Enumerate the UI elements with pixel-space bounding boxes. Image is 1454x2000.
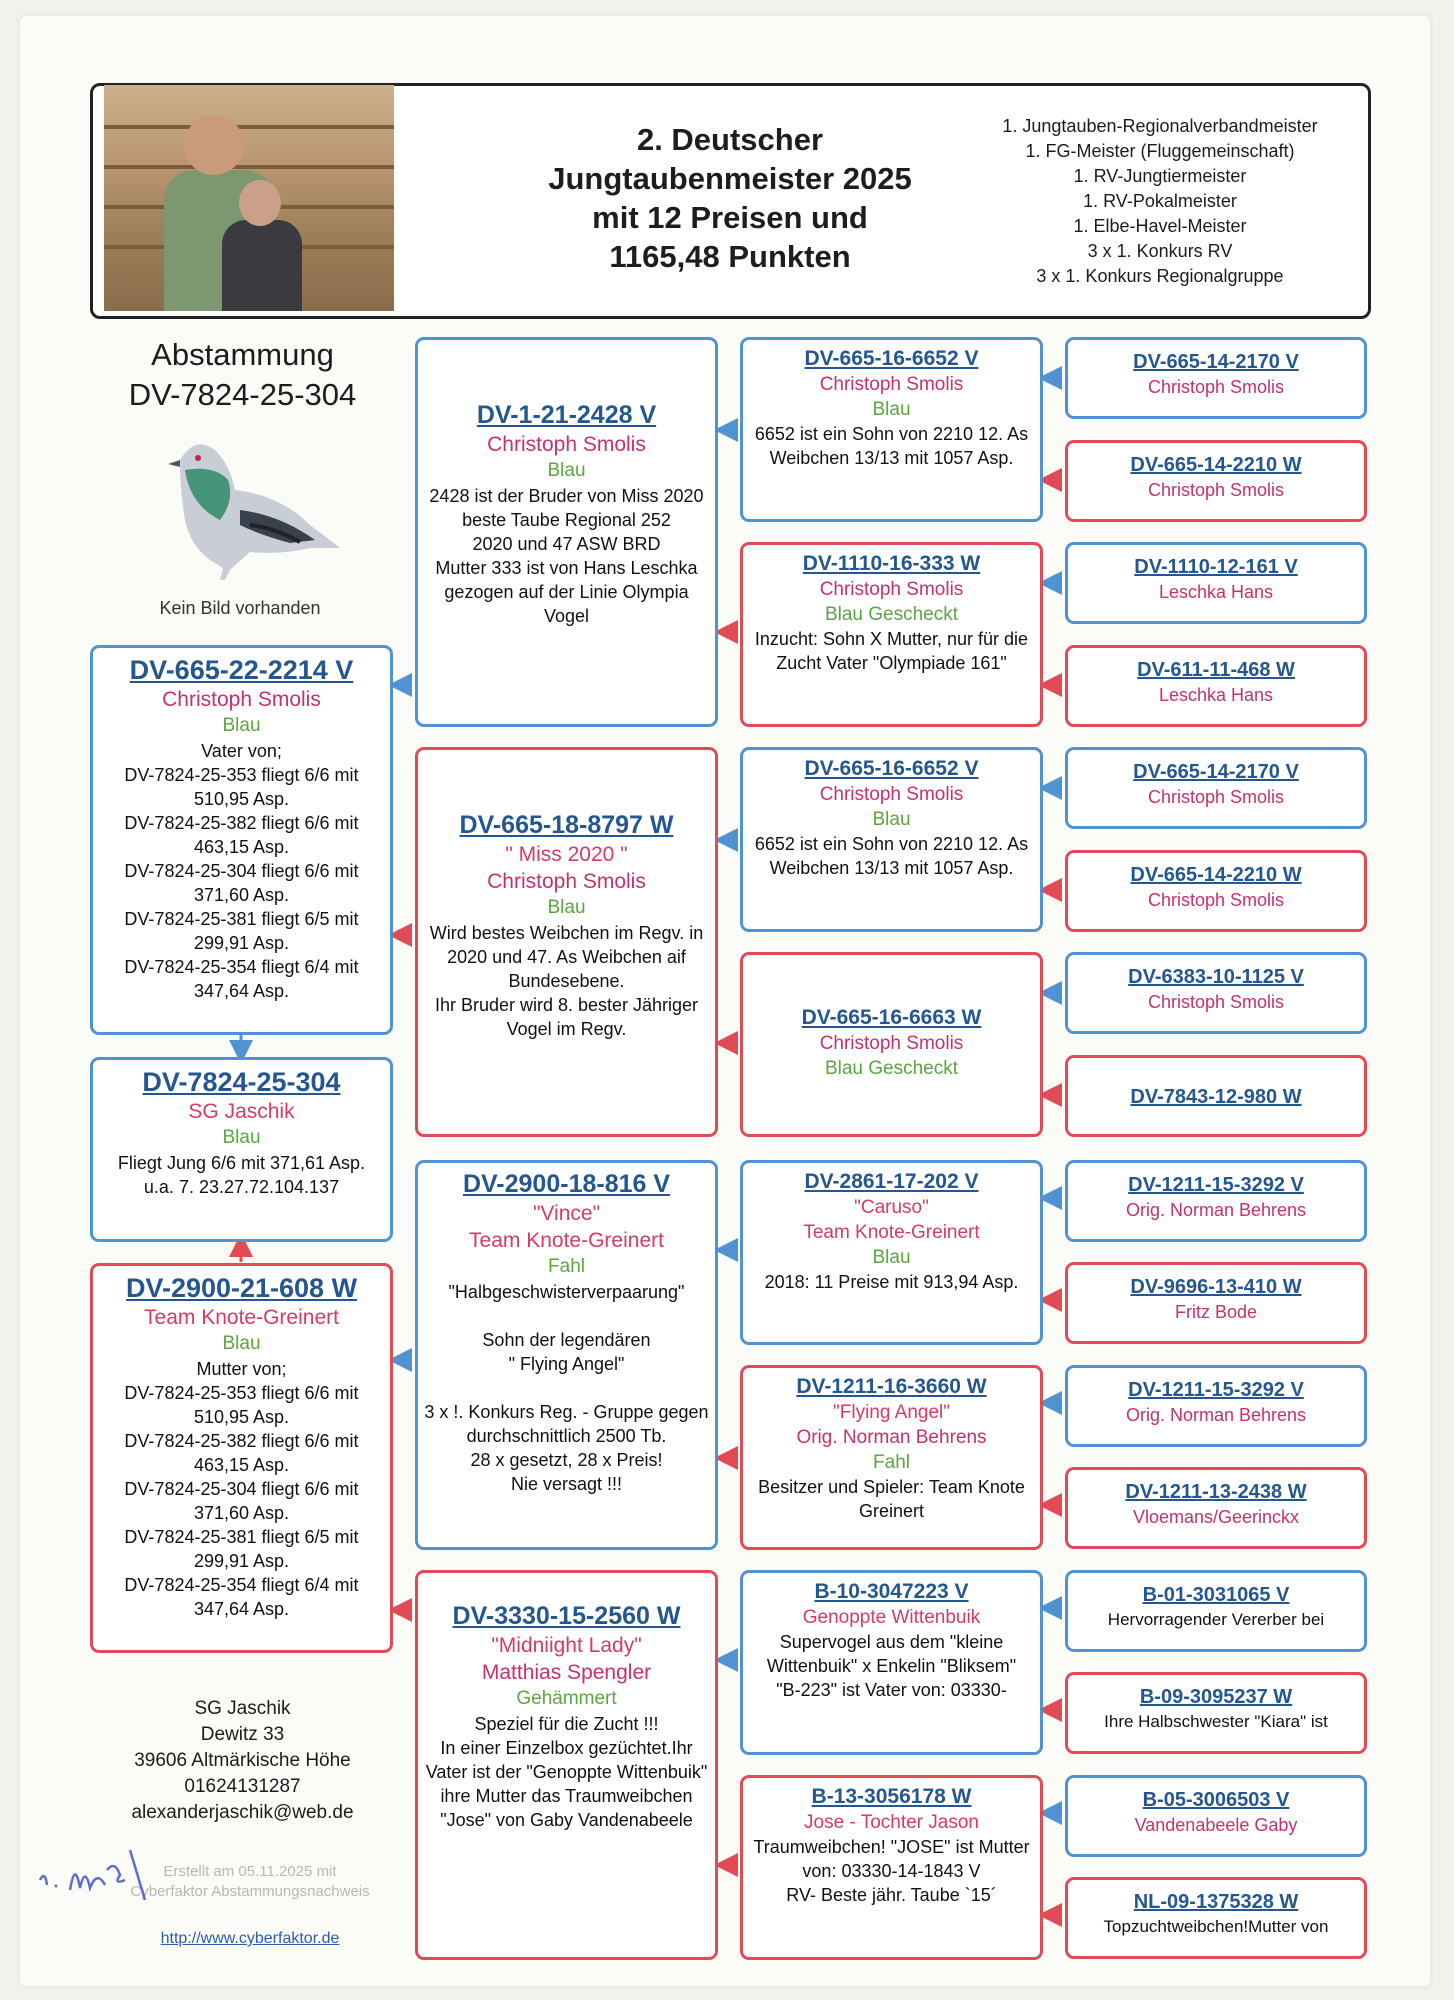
ggp6-owner: Orig. Norman Behrens xyxy=(796,1427,987,1448)
gggp-owner: Topzuchtweibchen!Mutter von xyxy=(1103,1917,1329,1936)
sire-color: Blau xyxy=(222,715,261,736)
breeder-address xyxy=(90,1696,395,1826)
breeder-email[interactable]: alexanderjaschik@web.de xyxy=(131,1802,354,1823)
ggp2-card[interactable] xyxy=(740,542,1043,727)
created-note: Erstellt am 05.11.2025 mit Cyberfaktor Abstammungsnachweis xyxy=(130,1863,370,1900)
ggp4-color: Blau Gescheckt xyxy=(824,1058,959,1079)
ggp2-note: Inzucht: Sohn X Mutter, nur für die Zucht Vater "Olympiade 161" xyxy=(754,629,1029,673)
gggp-card[interactable] xyxy=(1065,440,1367,522)
subject-owner: SG Jaschik xyxy=(188,1100,295,1123)
ggp6-color: Fahl xyxy=(873,1452,910,1473)
granddam-maternal-ring[interactable]: DV-3330-15-2560 W xyxy=(452,1602,681,1630)
dam-color: Blau xyxy=(222,1333,261,1354)
ggp4-card[interactable] xyxy=(740,952,1043,1137)
cyberfaktor-link[interactable]: http://www.cyberfaktor.de xyxy=(160,1930,340,1947)
ggp1-note: 6652 ist ein Sohn von 2210 12. As Weibchen 13/13 mit 1057 Asp. xyxy=(754,424,1029,468)
gggp-owner: Christoph Smolis xyxy=(1147,377,1285,397)
granddam-paternal-color: Blau xyxy=(547,897,586,918)
sire-note: Vater von; DV-7824-25-353 fliegt 6/6 mit 510,95 Asp. DV-7824-25-382 fliegt 6/6 mit 463,15 Asp. DV-7824-25-304 fliegt 6/6 mit 371,60 Asp. DV-7824-25-381 fliegt 6/5 mit 299,91 Asp. DV-7824-25-354 fliegt 6/4 mit 347,64 Asp. xyxy=(124,741,359,1001)
dam-note: Mutter von; DV-7824-25-353 fliegt 6/6 mit 510,95 Asp. DV-7824-25-382 fliegt 6/6 mit 463,15 Asp. DV-7824-25-304 fliegt 6/6 mit 371,60 Asp. DV-7824-25-381 fliegt 6/5 mit 299,91 Asp. DV-7824-25-354 fliegt 6/4 mit 347,64 Asp. xyxy=(124,1359,359,1619)
gggp-ring[interactable]: DV-1211-15-3292 V xyxy=(1128,1379,1304,1401)
header-achievements: 1. Jungtauben-Regionalverbandmeister 1. FG-Meister (Fluggemeinschaft) 1. RV-Jungtiermeister 1. RV-Pokalmeister 1. Elbe-Havel-Meister 3 x 1. Konkurs RV 3 x 1. Konkurs Regionalgruppe xyxy=(1002,116,1318,286)
ggp2-owner: Christoph Smolis xyxy=(819,579,964,600)
gggp-owner: Christoph Smolis xyxy=(1147,992,1285,1012)
ggp1-color: Blau xyxy=(872,399,911,420)
ggp4-ring[interactable]: DV-665-16-6663 W xyxy=(801,1006,982,1029)
ggp8-note: Traumweibchen! "JOSE" ist Mutter von: 03330-14-1843 V RV- Beste jähr. Taube `15´ xyxy=(753,1837,1030,1905)
gggp-ring[interactable]: DV-6383-10-1125 V xyxy=(1128,966,1304,988)
grandsire-maternal-title: "Vince" xyxy=(532,1202,601,1225)
gggp-card[interactable] xyxy=(1065,1570,1367,1652)
gggp-ring[interactable]: B-01-3031065 V xyxy=(1142,1584,1290,1606)
gggp-owner: Orig. Norman Behrens xyxy=(1125,1405,1307,1425)
breeder-city: 39606 Altmärkische Höhe xyxy=(134,1750,351,1771)
pedigree-heading: Abstammung DV-7824-25-304 xyxy=(128,337,357,412)
gggp-owner: Christoph Smolis xyxy=(1147,787,1285,807)
gggp-ring[interactable]: DV-611-11-468 W xyxy=(1137,659,1295,681)
granddam-paternal-card[interactable] xyxy=(415,747,718,1137)
gggp-card[interactable] xyxy=(1065,1775,1367,1857)
dam-ring[interactable]: DV-2900-21-608 W xyxy=(125,1273,358,1303)
gggp-card[interactable] xyxy=(1065,645,1367,727)
ggp8-ring[interactable]: B-13-3056178 W xyxy=(811,1785,972,1808)
ggp8-card[interactable] xyxy=(740,1775,1043,1960)
gggp-owner: Christoph Smolis xyxy=(1147,480,1285,500)
ggp4-owner: Christoph Smolis xyxy=(819,1033,964,1054)
granddam-paternal-note: Wird bestes Weibchen im Regv. in 2020 und 47. As Weibchen aif Bundesebene. Ihr Bruder wird 8. bester Jähriger Vogel im Regv. xyxy=(429,923,704,1039)
ggp5-title: "Caruso" xyxy=(854,1197,929,1218)
gggp-ring[interactable]: DV-665-14-2170 V xyxy=(1133,761,1299,783)
ggp7-owner: Genoppte Wittenbuik xyxy=(802,1607,981,1628)
gggp-card[interactable] xyxy=(1065,1877,1367,1959)
dam-card[interactable] xyxy=(90,1263,393,1653)
gggp-card[interactable] xyxy=(1065,952,1367,1034)
breeder-name: SG Jaschik xyxy=(194,1698,291,1719)
grandsire-paternal-owner: Christoph Smolis xyxy=(487,433,646,456)
signature-image xyxy=(35,1840,185,1910)
granddam-paternal-ring[interactable]: DV-665-18-8797 W xyxy=(459,811,674,839)
gggp-owner: Leschka Hans xyxy=(1158,582,1274,602)
gggp-card[interactable] xyxy=(1065,1672,1367,1754)
ggp7-note: Supervogel aus dem "kleine Wittenbuik" x Enkelin "Bliksem" "B-223" ist Vater von: 03330- xyxy=(766,1632,1017,1700)
grandsire-maternal-owner: Team Knote-Greinert xyxy=(469,1229,664,1252)
ggp5-ring[interactable]: DV-2861-17-202 V xyxy=(804,1170,979,1193)
breeder-phone: 01624131287 xyxy=(184,1776,301,1797)
ggp7-ring[interactable]: B-10-3047223 V xyxy=(814,1580,969,1603)
gggp-owner: Leschka Hans xyxy=(1158,685,1274,705)
granddam-maternal-title: "Midniight Lady" xyxy=(491,1634,642,1657)
gggp-owner: Christoph Smolis xyxy=(1147,890,1285,910)
ggp5-color: Blau xyxy=(872,1247,911,1268)
pigeon-placeholder-image xyxy=(140,430,340,595)
granddam-paternal-owner: Christoph Smolis xyxy=(487,870,646,893)
gggp-owner: Ihre Halbschwester "Kiara" ist xyxy=(1104,1712,1328,1731)
grandsire-paternal-card[interactable] xyxy=(415,337,718,727)
ggp5-note: 2018: 11 Preise mit 913,94 Asp. xyxy=(764,1272,1019,1292)
grandsire-paternal-ring[interactable]: DV-1-21-2428 V xyxy=(476,401,657,429)
grandsire-maternal-card[interactable] xyxy=(415,1160,718,1550)
ggp6-ring[interactable]: DV-1211-16-3660 W xyxy=(796,1375,987,1398)
gggp-ring[interactable]: DV-665-14-2210 W xyxy=(1130,864,1302,886)
ggp6-note: Besitzer und Spieler: Team Knote Greinert xyxy=(758,1477,1025,1521)
granddam-paternal-title: " Miss 2020 " xyxy=(505,843,628,866)
ggp6-title: "Flying Angel" xyxy=(833,1402,950,1423)
ggp2-ring[interactable]: DV-1110-16-333 W xyxy=(802,552,981,575)
gggp-ring[interactable]: B-05-3006503 V xyxy=(1142,1789,1290,1811)
ggp3-ring[interactable]: DV-665-16-6652 V xyxy=(804,757,979,780)
granddam-maternal-color: Gehämmert xyxy=(516,1688,617,1709)
subject-color: Blau xyxy=(222,1127,261,1148)
ggp3-color: Blau xyxy=(872,809,911,830)
dam-owner: Team Knote-Greinert xyxy=(144,1306,339,1329)
ggp6-card[interactable] xyxy=(740,1365,1043,1550)
gggp-ring[interactable]: DV-7843-12-980 W xyxy=(1130,1086,1302,1108)
ggp5-card[interactable] xyxy=(740,1160,1043,1345)
gggp-card[interactable] xyxy=(1065,1160,1367,1242)
gggp-ring[interactable]: DV-665-14-2170 V xyxy=(1133,351,1299,373)
gggp-card[interactable] xyxy=(1065,337,1367,419)
subject-card[interactable] xyxy=(90,1057,393,1242)
ggp7-card[interactable] xyxy=(740,1570,1043,1755)
gggp-owner: Orig. Norman Behrens xyxy=(1125,1200,1307,1220)
ggp2-color: Blau Gescheckt xyxy=(824,604,959,625)
gggp-card[interactable] xyxy=(1065,1365,1367,1447)
gggp-card[interactable] xyxy=(1065,1467,1367,1549)
header-title: 2. Deutscher Jungtaubenmeister 2025 mit 12 Preisen und 1165,48 Punkten xyxy=(548,122,912,274)
gggp-ring[interactable]: DV-1211-13-2438 W xyxy=(1125,1481,1307,1503)
gggp-card[interactable] xyxy=(1065,850,1367,932)
grandsire-maternal-note: "Halbgeschwisterverpaarung" Sohn der legendären " Flying Angel" 3 x !. Konkurs Reg. - Gruppe gegen durchschnittlich 2500 Tb. 28 x gesetzt, 28 x Preis! Nie versagt !!! xyxy=(424,1282,709,1494)
gggp-card[interactable] xyxy=(1065,1055,1367,1137)
sire-card[interactable] xyxy=(90,645,393,1035)
ggp5-owner: Team Knote-Greinert xyxy=(803,1222,980,1243)
gggp-ring[interactable]: DV-665-14-2210 W xyxy=(1130,454,1302,476)
gggp-owner: Fritz Bode xyxy=(1174,1302,1258,1322)
gggp-ring[interactable]: NL-09-1375328 W xyxy=(1133,1891,1299,1913)
subject-ring[interactable]: DV-7824-25-304 xyxy=(142,1067,341,1097)
gggp-owner: Vloemans/Geerinckx xyxy=(1132,1507,1300,1527)
ggp3-card[interactable] xyxy=(740,747,1043,932)
ggp1-owner: Christoph Smolis xyxy=(819,374,964,395)
granddam-maternal-card[interactable] xyxy=(415,1570,718,1960)
gggp-owner: Hervorragender Vererber bei xyxy=(1107,1610,1325,1629)
breeder-photo xyxy=(104,85,394,311)
gggp-card[interactable] xyxy=(1065,542,1367,624)
gggp-ring[interactable]: B-09-3095237 W xyxy=(1139,1686,1293,1708)
grandsire-paternal-color: Blau xyxy=(547,460,586,481)
gggp-ring[interactable]: DV-9696-13-410 W xyxy=(1130,1276,1302,1298)
gggp-card[interactable] xyxy=(1065,1262,1367,1344)
grandsire-paternal-note: 2428 ist der Bruder von Miss 2020 beste Taube Regional 252 2020 und 47 ASW BRD Mutter 333 ist von Hans Leschka gezogen auf der Linie Olympia Vogel xyxy=(429,486,704,626)
ggp3-owner: Christoph Smolis xyxy=(819,784,964,805)
grandsire-maternal-ring[interactable]: DV-2900-18-816 V xyxy=(462,1170,671,1198)
gggp-card[interactable] xyxy=(1065,747,1367,829)
grandsire-maternal-color: Fahl xyxy=(548,1256,585,1277)
granddam-maternal-note: Speziel für die Zucht !!! In einer Einzelbox gezüchtet.Ihr Vater ist der "Genoppte Wittenbuik" ihre Mutter das Traumweibchen "Jose" von Gaby Vandenabeele xyxy=(425,1714,708,1830)
gggp-ring[interactable]: DV-1110-12-161 V xyxy=(1134,556,1298,578)
subject-note: Fliegt Jung 6/6 mit 371,61 Asp. u.a. 7. 23.27.72.104.137 xyxy=(117,1153,366,1197)
ggp1-ring[interactable]: DV-665-16-6652 V xyxy=(804,347,979,370)
ggp1-card[interactable] xyxy=(740,337,1043,522)
granddam-maternal-owner: Matthias Spengler xyxy=(481,1661,652,1684)
sire-owner: Christoph Smolis xyxy=(162,688,321,711)
sire-ring[interactable]: DV-665-22-2214 V xyxy=(129,655,354,685)
ggp8-owner: Jose - Tochter Jason xyxy=(804,1812,979,1833)
gggp-owner: Vandenabeele Gaby xyxy=(1134,1815,1298,1835)
ggp3-note: 6652 ist ein Sohn von 2210 12. As Weibchen 13/13 mit 1057 Asp. xyxy=(754,834,1029,878)
breeder-street: Dewitz 33 xyxy=(200,1724,285,1745)
no-picture-label: Kein Bild vorhanden xyxy=(159,598,321,618)
gggp-ring[interactable]: DV-1211-15-3292 V xyxy=(1128,1174,1304,1196)
